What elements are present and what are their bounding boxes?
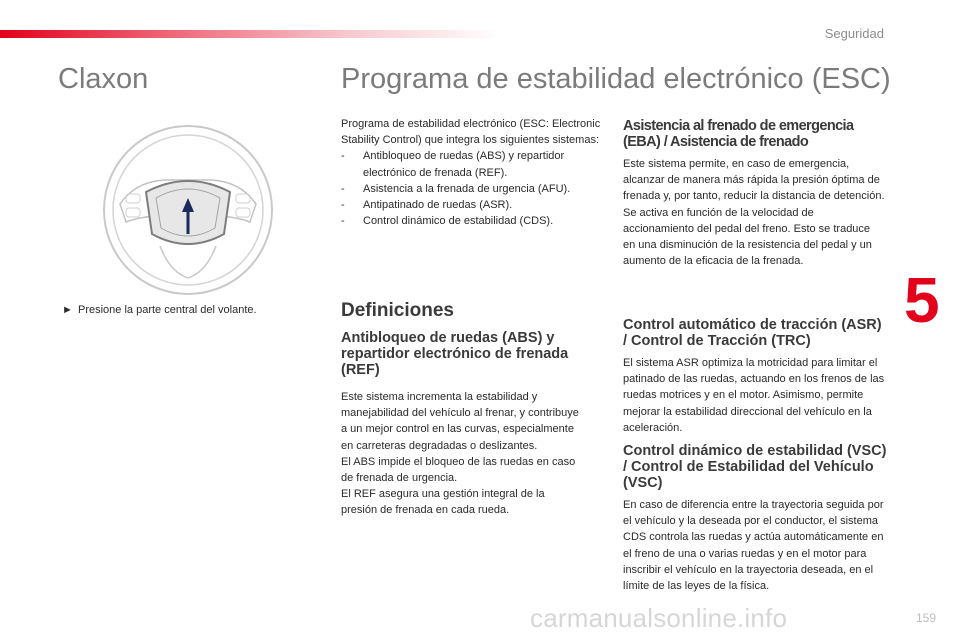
esc-intro: Programa de estabilidad electrónico (ESC: Electronic Stability Control) que integra los siguientes sistemas: [341, 118, 601, 147]
section-label: Seguridad [824, 26, 884, 41]
eba-heading: Asistencia al frenado de emergencia (EBA) / Asistencia de frenado [623, 118, 854, 150]
definitions-heading: Definiciones [341, 300, 454, 321]
steering-wheel-illustration [100, 122, 276, 298]
claxon-title: Claxon [58, 63, 149, 95]
eba-text: Este sistema permite, en caso de emergencia, alcanzar de manera más rápida la presión óptima de frenada y, por tanto, reducir la distancia de detención. [623, 158, 885, 203]
trc-section [623, 317, 887, 436]
list-item: - Asistencia a la frenada de urgencia (AFU). [341, 182, 571, 195]
abs-text: Este sistema incrementa la estabilidad y manejabilidad del vehículo al frenar, y contribuye a un mejor control en las curvas, especialmente en carreteras degradadas o deslizantes. [341, 391, 579, 452]
abs-text-3: El REF asegura una gestión integral de la presión de frenada en cada rueda. [341, 488, 545, 517]
list-item: - Antipatinado de ruedas (ASR). [341, 199, 513, 212]
trc-text: El sistema ASR optimiza la motricidad para limitar el patinado de las ruedas, actuando en los frenos de las ruedas motrices y en el motor. Asimismo, permite mejorar la estabilidad direccional del vehículo en la aceleración. [623, 357, 885, 434]
vsc-section [623, 443, 887, 594]
vsc-text: En caso de diferencia entre la trayectoria seguida por el vehículo y la deseada por el conductor, el sistema CDS controla las ruedas y actúa automáticamente en el freno de una o varias ruedas y en el motor para inscribir el vehículo en la trayectoria deseada, en el límite de las leyes de la física. [623, 499, 884, 593]
esc-systems-list [341, 148, 606, 229]
page-number: 159 [916, 611, 937, 625]
checkbox-bullet-icon: ► [62, 304, 73, 316]
abs-section [341, 330, 581, 519]
esc-intro-block [341, 116, 606, 229]
watermark: carmanualsonline.info [530, 603, 788, 633]
abs-text-2: El ABS impide el bloqueo de las ruedas en caso de frenada de urgencia. [341, 455, 576, 485]
esc-title: Programa de estabilidad electrónico (ESC) [341, 63, 891, 95]
header-accent-bar [0, 30, 500, 38]
vsc-heading: Control dinámico de estabilidad (VSC) / Control de Estabilidad del Vehículo (VSC) [623, 443, 887, 491]
claxon-instruction: ► Presione la parte central del volante. [62, 304, 257, 316]
chapter-number: 5 [904, 264, 940, 336]
abs-heading: Antibloqueo de ruedas (ABS) y repartidor electrónico de frenada (REF) [341, 330, 569, 378]
list-item: - Antibloqueo de ruedas (ABS) y repartidor electrónico de frenada (REF). [341, 150, 565, 179]
eba-section [623, 118, 885, 269]
trc-heading: Control automático de tracción (ASR) / Control de Tracción (TRC) [623, 317, 882, 349]
eba-text-2: Se activa en función de la velocidad de accionamiento del pedal del freno. Esto se traduce en una disminución de la resistencia del pedal y un aumento de la eficacia de la frenada. [623, 206, 872, 268]
list-item: - Control dinámico de estabilidad (CDS). [341, 215, 554, 228]
